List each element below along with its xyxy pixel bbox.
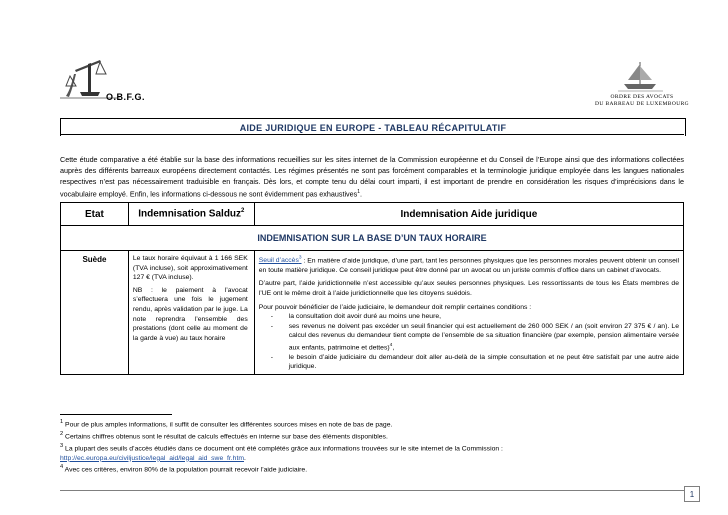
aide-paragraph-3: Pour pouvoir bénéficier de l’aide judiciaire, le demandeur doit remplir certaines conditions : — [258, 303, 532, 311]
header-aide — [254, 203, 683, 226]
intro-note-ref: 1 — [357, 189, 361, 195]
list-item — [289, 322, 679, 353]
footnote-2 — [60, 430, 700, 442]
salduz-rate: Le taux horaire équivaut à 1 166 SEK (TVA incluse), soit approximativement 127 € (TVA incluse). — [132, 255, 248, 282]
section-row — [61, 226, 684, 251]
footnote-1-num: 1 — [60, 419, 64, 425]
ordre-line-1: ORDRE DES AVOCATS — [610, 94, 674, 100]
intro-paragraph — [60, 154, 684, 199]
list-item-note: 4 — [389, 343, 393, 349]
seuil-acces-label: Seuil d’accès — [258, 257, 299, 265]
footnote-3-text: La plupart des seuils d’accès étudiés dans ce document ont été complétés grâce aux informations trouvées sur le site internet de la Commission : — [65, 444, 503, 452]
footnote-1-text: Pour de plus amples informations, il suffit de consulter les différentes sources mises en note de bas de page. — [65, 421, 393, 429]
row-salduz — [128, 251, 254, 375]
header-salduz-note: 2 — [241, 208, 245, 215]
footnote-4-num: 4 — [60, 464, 64, 471]
footer-line — [60, 490, 684, 491]
header-salduz — [128, 203, 254, 226]
footnote-2-num: 2 — [60, 430, 64, 437]
footnote-3 — [60, 442, 700, 454]
footnote-2-text: Certains chiffres obtenus sont le résultat de calculs effectués en interne sur base des éléments disponibles. — [65, 433, 388, 441]
document-title: AIDE JURIDIQUE EN EUROPE - TABLEAU RÉCAPITULATIF — [239, 122, 507, 133]
list-item-end: , — [392, 344, 395, 352]
footnote-4-text: Avec ces critères, environ 80% de la population pourrait recevoir l’aide judiciaire. — [64, 466, 308, 474]
footnote-1 — [60, 418, 700, 430]
seuil-acces-link[interactable] — [259, 257, 302, 264]
header-salduz-label: Indemnisation Salduz — [138, 208, 242, 220]
header-etat — [61, 203, 129, 226]
footnote-4 — [60, 463, 700, 475]
row-etat: Suède — [61, 251, 129, 375]
table-row — [61, 251, 684, 375]
table-header-row — [61, 203, 684, 226]
aide-text-1: : En matière d’aide juridique, d’une part, tant les personnes physiques que les personnes morales peuvent obtenir un conseil en toute matière juridique. Ce conseil juridique peut être donné par un avocat ou un juriste commis d’office dans un cabinet d’avocats. — [258, 257, 679, 274]
aide-paragraph-2: D’autre part, l’aide juridictionnelle n’est accessible qu’aux seules personnes physiques. Les ressortissants de tous les États membres de l’UE ont le même droit à l’aide juridictionnelle que les citoyens suédois. — [258, 280, 679, 298]
intro-end: . — [360, 189, 363, 199]
intro-text: Cette étude comparative a été établie sur la base des informations recueillies sur les sites internet de la Commission européenne et du Conseil de l’Europe ainsi que des informations collectées auprès des différents barreaux européens directement contactés. Les régimes présentés ne sont pas forcément comparables et la terminologie juridique employée dans les langues nationales respectives n’est pas nécessairement traduisible en français. Dès lors, et compte tenu du délai court imparti, il est important de prendre en considération les risques d’imprécisions dans le vocabulaire employé. Enfin, les informations ci-dessous ne sont évidemment pas exhaustives — [60, 155, 684, 199]
salduz-note: NB : le paiement à l’avocat s’effectuera une fois le jugement rendu, après validation par le juge. La note reprendra l’ensemble des prestations (dont celle au moment de la garde à vue) au taux horaire — [132, 286, 248, 342]
obfg-label: O.B.F.G. — [106, 92, 146, 102]
commission-link[interactable]: http://ec.europa.eu/civiljustice/legal_aid/legal_aid_swe_fr.htm — [60, 454, 245, 462]
header-etat-label: Etat — [84, 208, 104, 220]
footnote-3-link-line — [60, 454, 700, 464]
header-aide-label: Indemnisation Aide juridique — [400, 208, 538, 220]
summary-table — [60, 202, 684, 375]
aide-paragraph-1 — [259, 254, 679, 275]
list-item: - la consultation doit avoir duré au moins une heure, — [289, 312, 679, 322]
conditions-list — [259, 312, 679, 372]
footnote-3-num: 3 — [60, 442, 64, 449]
list-item-text: ses revenus ne doivent pas excéder un seuil financier qui est actuellement de 260 000 SEK / an (soit environ 27 375 € / an). Le calcul des revenus du demandeur tient compte de l’ensemble de sa situation financière (par exemple, pension alimentaire versée aux enfants, patrimoine et dettes) — [288, 322, 679, 352]
section-title: INDEMNISATION SUR LA BASE D’UN TAUX HORAIRE — [61, 226, 684, 251]
luxembourg-bar-logo — [618, 60, 663, 92]
seuil-acces-note: 3 — [298, 256, 302, 261]
page-number: 1 — [684, 486, 700, 502]
list-item: - le besoin d’aide judiciaire du demandeur doit aller au-delà de la simple consultation et ne peut être satisfait par une autre aide juridique. — [289, 353, 679, 372]
footnote-separator — [60, 414, 172, 415]
row-aide — [254, 251, 683, 375]
title-underline — [60, 134, 684, 135]
footnote-3-link-end: . — [244, 454, 246, 462]
footnotes — [60, 418, 700, 475]
ordre-line-2: DU BARREAU DE LUXEMBOURG — [594, 101, 690, 107]
luxembourg-bar-name — [577, 94, 707, 108]
